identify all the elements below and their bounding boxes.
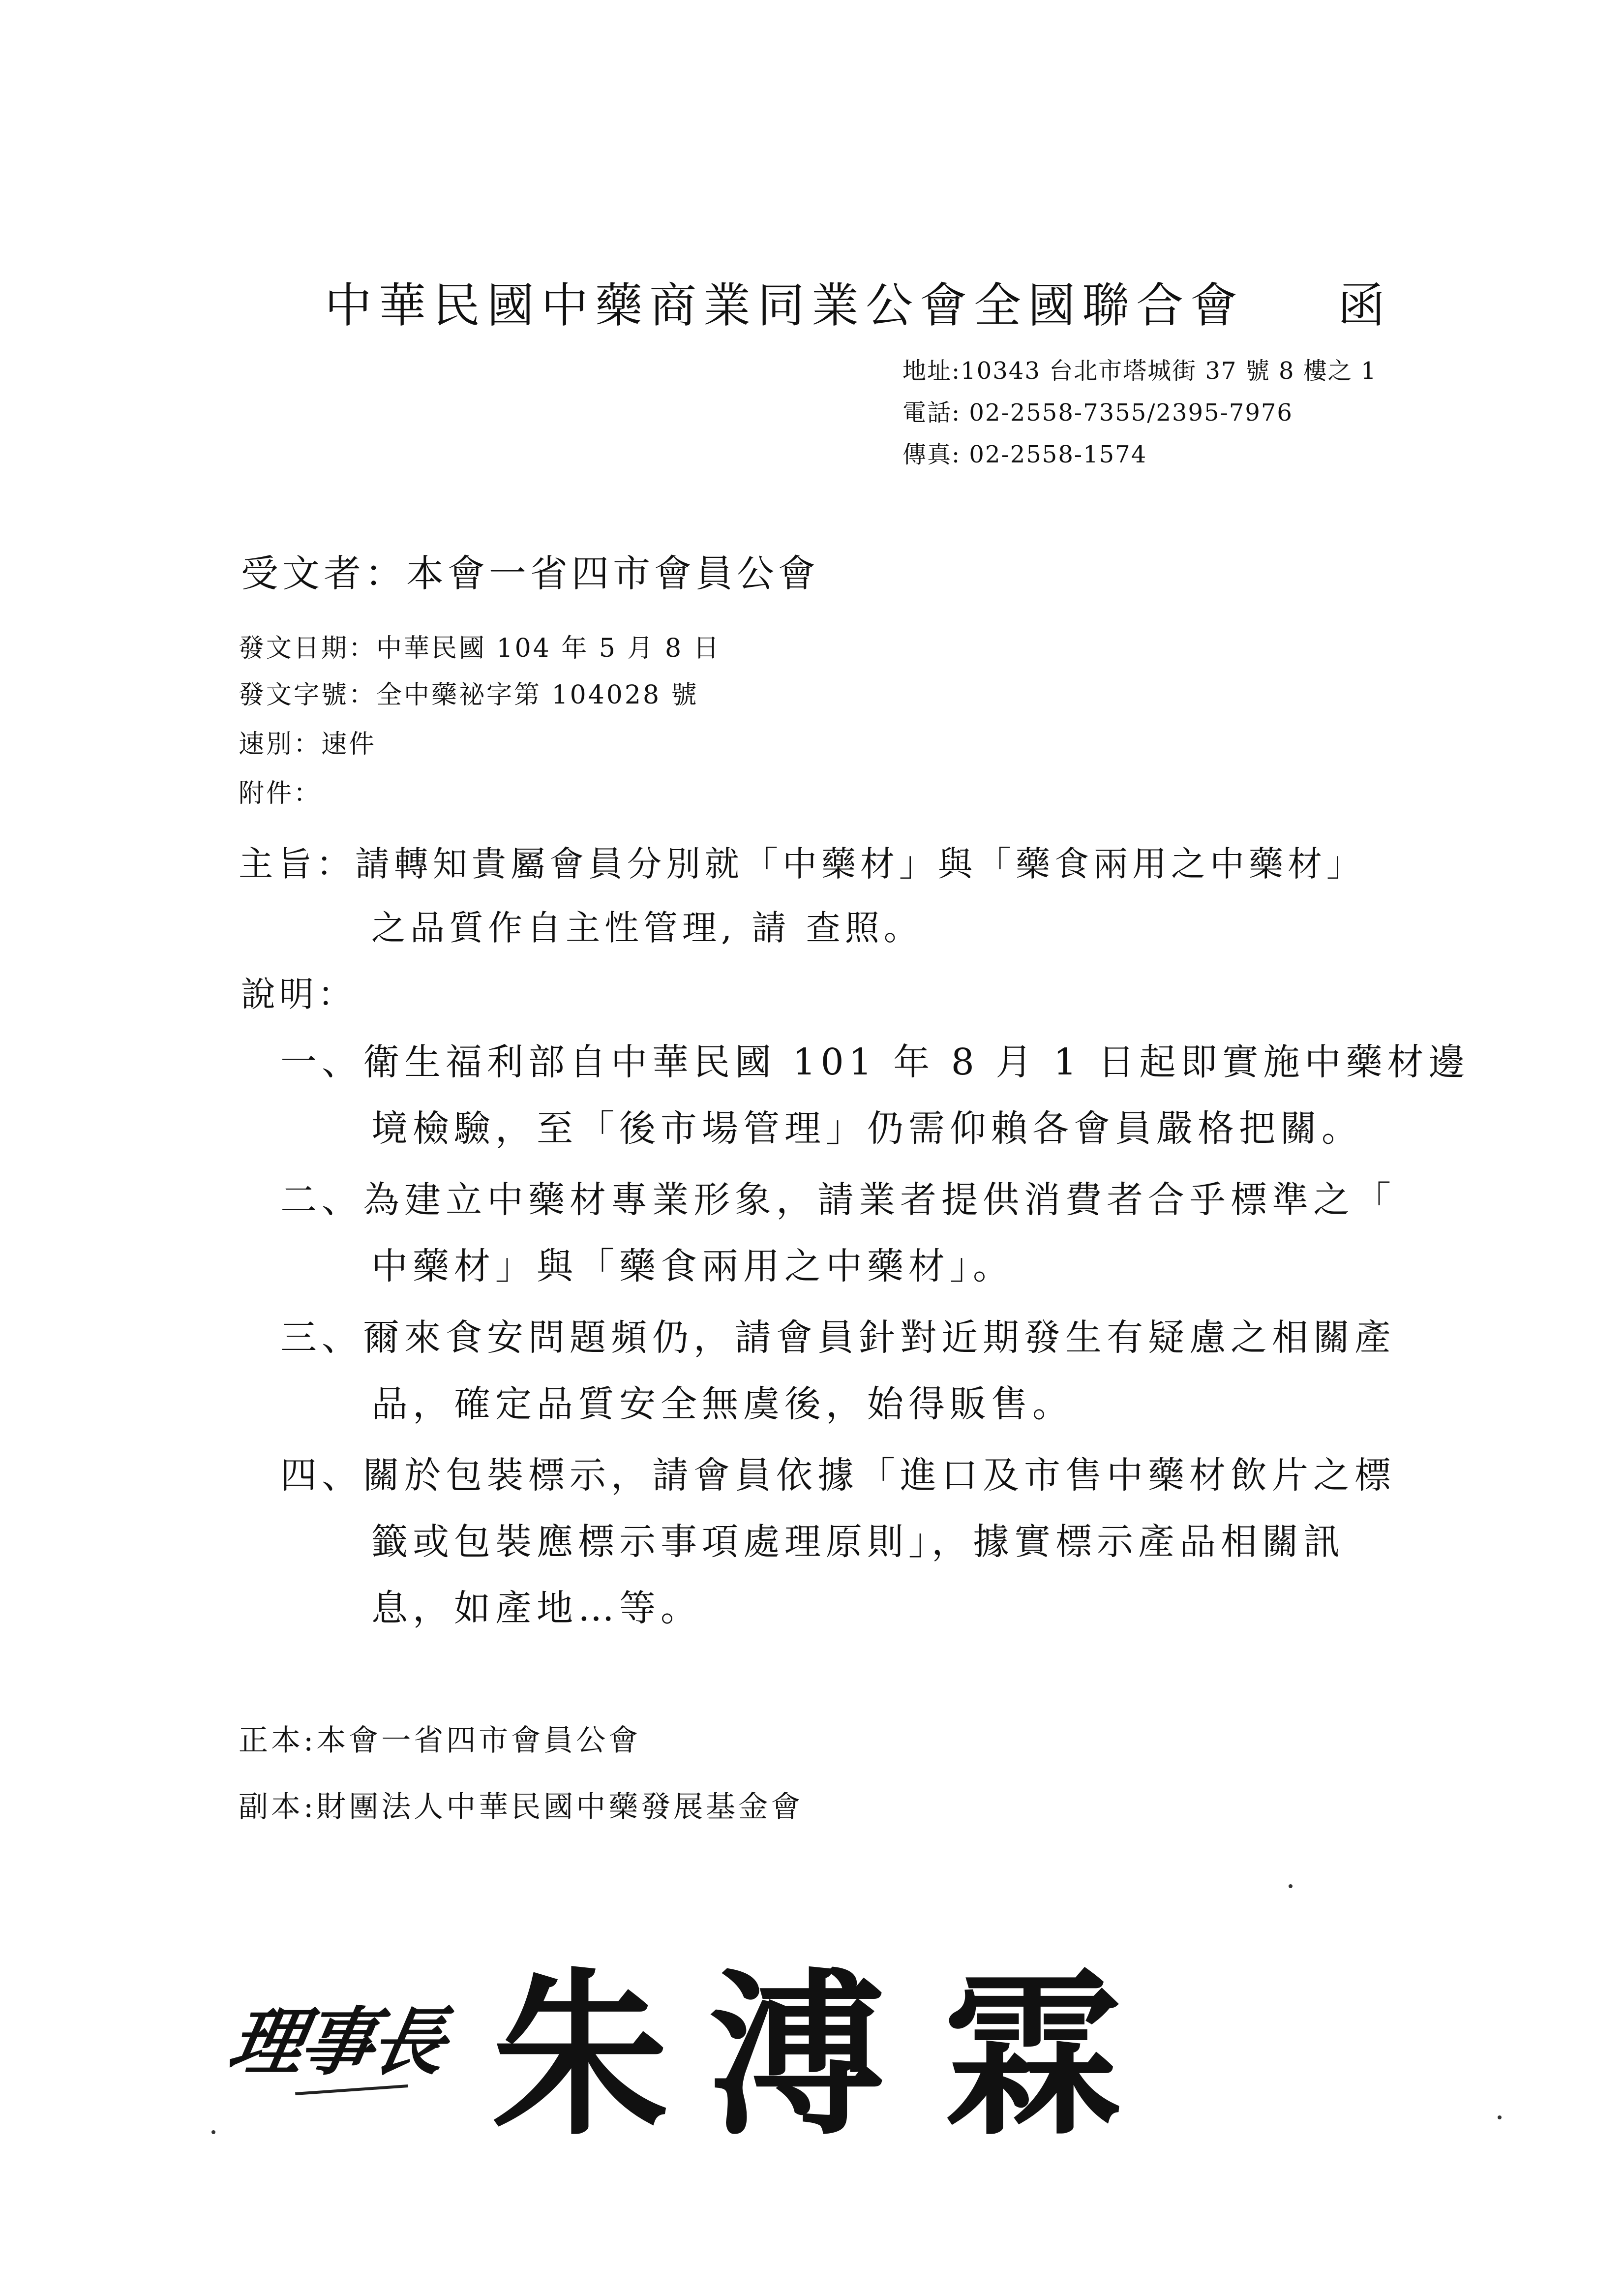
document-type: 函 xyxy=(1338,278,1385,333)
fax-line: 傳真: 02-2558-1574 xyxy=(902,441,1147,468)
issue-date: 發文日期：中華民國 104 年 5 月 8 日 xyxy=(239,634,721,663)
scan-speck xyxy=(1498,2115,1502,2119)
signature-name-char-3: 霖 xyxy=(944,1953,1121,2159)
address-line: 地址:10343 台北市塔城街 37 號 8 樓之 1 xyxy=(902,357,1377,385)
subject-line-2: 之品質作自主性管理, 請 查照。 xyxy=(371,908,923,948)
original-copy-line: 正本:本會一省四市會員公會 xyxy=(239,1723,641,1758)
duplicate-copy-line: 副本:財團法人中華民國中藥發展基金會 xyxy=(239,1790,804,1824)
explanation-item-2-line-1: 二、為建立中藥材專業形象，請業者提供消費者合乎標準之「 xyxy=(280,1179,1396,1221)
recipient-line: 受文者：本會一省四市會員公會 xyxy=(241,551,819,595)
phone-line: 電話: 02-2558-7355/2395-7976 xyxy=(902,399,1293,427)
explanation-item-3-line-2: 品，確定品質安全無虞後，始得販售。 xyxy=(371,1383,1074,1425)
attachment-line: 附件： xyxy=(239,779,322,808)
explanation-item-1-line-1: 一、衛生福利部自中華民國 101 年 8 月 1 日起即實施中藥材邊 xyxy=(280,1041,1470,1083)
explanation-heading: 說明： xyxy=(241,974,356,1014)
explanation-item-2-line-2: 中藥材」與「藥食兩用之中藥材」。 xyxy=(371,1245,1014,1287)
subject-line-1: 主旨：請轉知貴屬會員分別就「中藥材」與「藥食兩用之中藥材」 xyxy=(239,844,1365,884)
explanation-item-4-line-3: 息，如產地…等。 xyxy=(371,1587,702,1629)
explanation-item-4-line-2: 籤或包裝應標示事項處理原則」，據實標示產品相關訊 xyxy=(371,1521,1345,1563)
speed-classification: 速別：速件 xyxy=(239,730,377,759)
organization-title: 中華民國中藥商業同業公會全國聯合會 xyxy=(325,278,1244,333)
explanation-item-4-line-1: 四、關於包裝標示，請會員依據「進口及市售中藥材飲片之標 xyxy=(280,1454,1396,1497)
signature-role: 理事長 xyxy=(222,1999,451,2085)
explanation-item-1-line-2: 境檢驗，至「後市場管理」仍需仰賴各會員嚴格把關。 xyxy=(371,1107,1363,1150)
signature-name-char-2: 溥 xyxy=(708,1953,885,2159)
scan-speck xyxy=(211,2130,215,2134)
signature-name-char-1: 朱 xyxy=(492,1953,669,2159)
document-number: 發文字號：全中藥祕字第 104028 號 xyxy=(239,680,699,710)
scan-speck xyxy=(1289,1884,1293,1888)
explanation-item-3-line-1: 三、爾來食安問題頻仍，請會員針對近期發生有疑慮之相關產 xyxy=(280,1316,1396,1359)
